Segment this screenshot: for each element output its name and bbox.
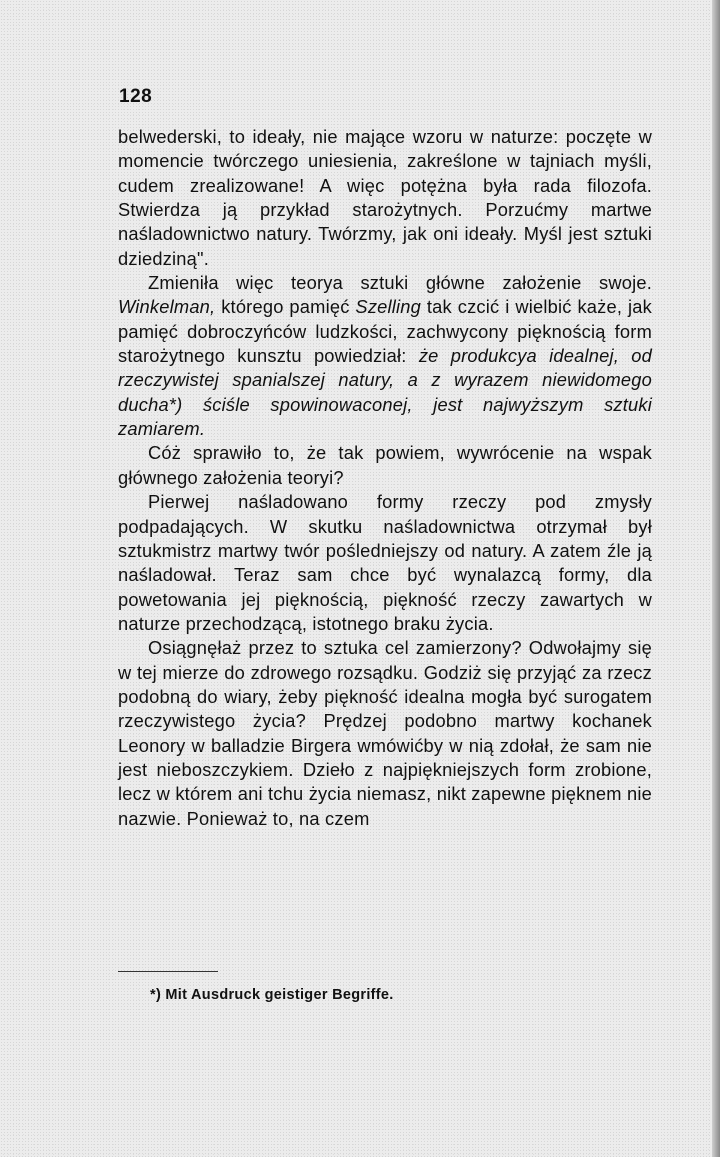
paragraph-1: [118, 125, 652, 271]
text-segment: belwederski, to ideały, nie mające wzoru w naturze: poczęte w momencie twórczego uniesienia, zakreślone w tajniach myśli, cudem zrealizowane! A więc potężna była rada filozofa. Stwierdza ją przykład starożytnych. Porzućmy martwe naśladownictwo natury. Twórzmy, jak oni ideały. Myśl jest sztuki dziedziną".: [118, 126, 652, 269]
paragraph-5: [118, 636, 652, 831]
text-segment: tak czcić i wielbić każe, jak pamięć dobroczyńców ludzkości, zachwycony pięknością form starożytnego kunsztu powiedział:: [118, 296, 652, 367]
italic-name-winkelman: Winkelman,: [118, 296, 216, 318]
italic-quotation: że produkcya idealnej, od rzeczywistej spanialszej natury, a z wyrazem niewidomego ducha*) ściśle spowinowaconej, jest najwyższym sztuki zamiarem.: [118, 345, 652, 440]
page-number: 128: [119, 86, 153, 107]
paragraph-2: [118, 271, 652, 441]
text-segment: Zmieniła więc teorya sztuki główne założenie swoje.: [148, 272, 652, 294]
italic-name-szelling: Szelling: [355, 296, 422, 318]
text-segment: Cóż sprawiło to, że tak powiem, wywrócenie na wspak głównego założenia teoryi?: [118, 442, 652, 488]
page-text-block: [118, 86, 652, 831]
text-segment: którego pamięć: [215, 296, 356, 318]
paragraph-3: [118, 441, 652, 490]
footnote: *) Mit Ausdruck geistiger Begriffe.: [150, 987, 394, 1003]
footnote-separator: [118, 971, 218, 972]
text-segment: Osiągnęłaż przez to sztuka cel zamierzony? Odwołajmy się w tej mierze do zdrowego rozsądku. Godziż się przyjąć za rzecz podobną do wiary, żeby piękność idealna mogła być surogatem rzeczywistego życia? Prędzej podobno martwy kochanek Leonory w balladzie Birgera wmówićby w nią zdołał, że sam nie jest nieboszczykiem. Dzieło z najpiękniejszych form zrobione, lecz w którem ani tchu życia niemasz, nikt zapewne pięknem nie nazwie. Ponieważ to, na czem: [118, 637, 652, 829]
page-edge-shadow: [712, 0, 720, 1157]
text-segment: Pierwej naśladowano formy rzeczy pod zmysły podpadających. W skutku naśladownictwa otrzymał był sztukmistrz martwy twór pośledniejszy od natury. A zatem źle ją naśladował. Teraz sam chce być wynalazcą formy, dla powetowania jej pięknością, piękność rzeczy zawartych w naturze przechodzącą, istotnego braku życia.: [118, 491, 652, 634]
paragraph-4: [118, 490, 652, 636]
